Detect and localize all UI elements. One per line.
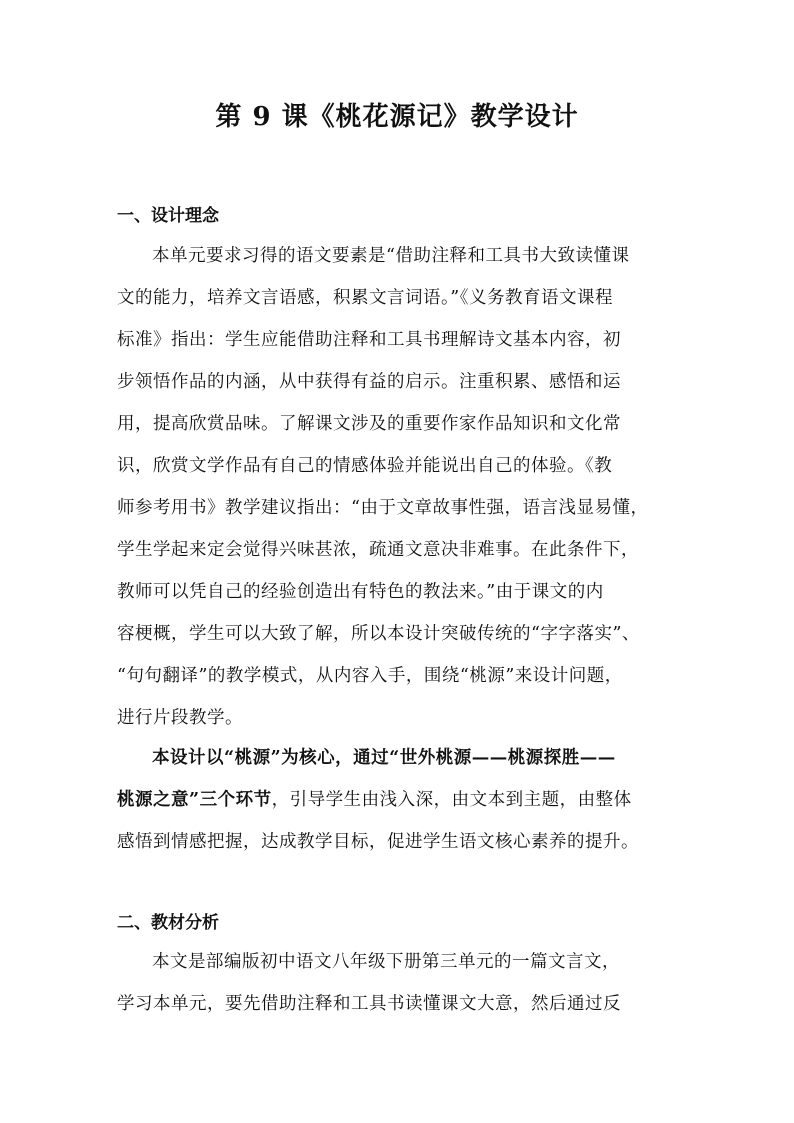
paragraph-line: 学习本单元，要先借助注释和工具书读懂课文大意，然后通过反 — [117, 994, 621, 1014]
paragraph-line: 标准》指出：学生应能借助注释和工具书理解诗文基本内容，初 — [117, 330, 621, 350]
paragraph-line: 容梗概，学生可以大致了解，所以本设计突破传统的“字字落实”、 — [117, 624, 640, 644]
paragraph-line: 本单元要求习得的语文要素是“借助注释和工具书大致读懂课 — [152, 246, 630, 266]
document-title: 第 9 课《桃花源记》教学设计 — [215, 102, 579, 132]
paragraph-line: 学生学起来定会觉得兴味甚浓，疏通文意决非难事。在此条件下， — [117, 540, 639, 560]
section-heading-textbook-analysis: 二、教材分析 — [117, 913, 219, 933]
paragraph-line: 教师可以凭自己的经验创造出有特色的教法来。”由于课文的内 — [117, 582, 604, 602]
paragraph-line: 师参考用书》教学建议指出：“由于文章故事性强，语言浅显易懂， — [117, 498, 649, 518]
paragraph-line-mixed — [117, 788, 687, 812]
regular-text: ，引导学生由浅入深，由文本到主题，由整体 — [271, 790, 632, 810]
paragraph-line: 识，欣赏文学作品有自己的情感体验并能说出自己的体验。《教 — [117, 456, 613, 476]
paragraph-line: 本文是部编版初中语文八年级下册第三单元的一篇文言文， — [152, 952, 620, 972]
paragraph-line: 用，提高欣赏品味。了解课文涉及的重要作家作品知识和文化常 — [117, 414, 621, 434]
paragraph-line: 感悟到情感把握，达成教学目标，促进学生语文核心素养的提升。 — [117, 832, 639, 852]
section-heading-design-concept: 一、设计理念 — [117, 206, 219, 226]
paragraph-line: 文的能力，培养文言语感，积累文言词语。”《义务教育语文课程 — [117, 288, 613, 308]
paragraph-line: 步领悟作品的内涵，从中获得有益的启示。注重积累、感悟和运 — [117, 372, 621, 392]
bold-text: 桃源之意”三个环节 — [117, 790, 272, 810]
paragraph-line: 进行片段教学。 — [117, 708, 243, 728]
paragraph-line: “句句翻译”的教学模式，从内容入手，围绕“桃源”来设计问题， — [117, 666, 623, 686]
paragraph-line-bold: 本设计以“桃源”为核心，通过“世外桃源——桃源探胜—— — [152, 748, 616, 768]
